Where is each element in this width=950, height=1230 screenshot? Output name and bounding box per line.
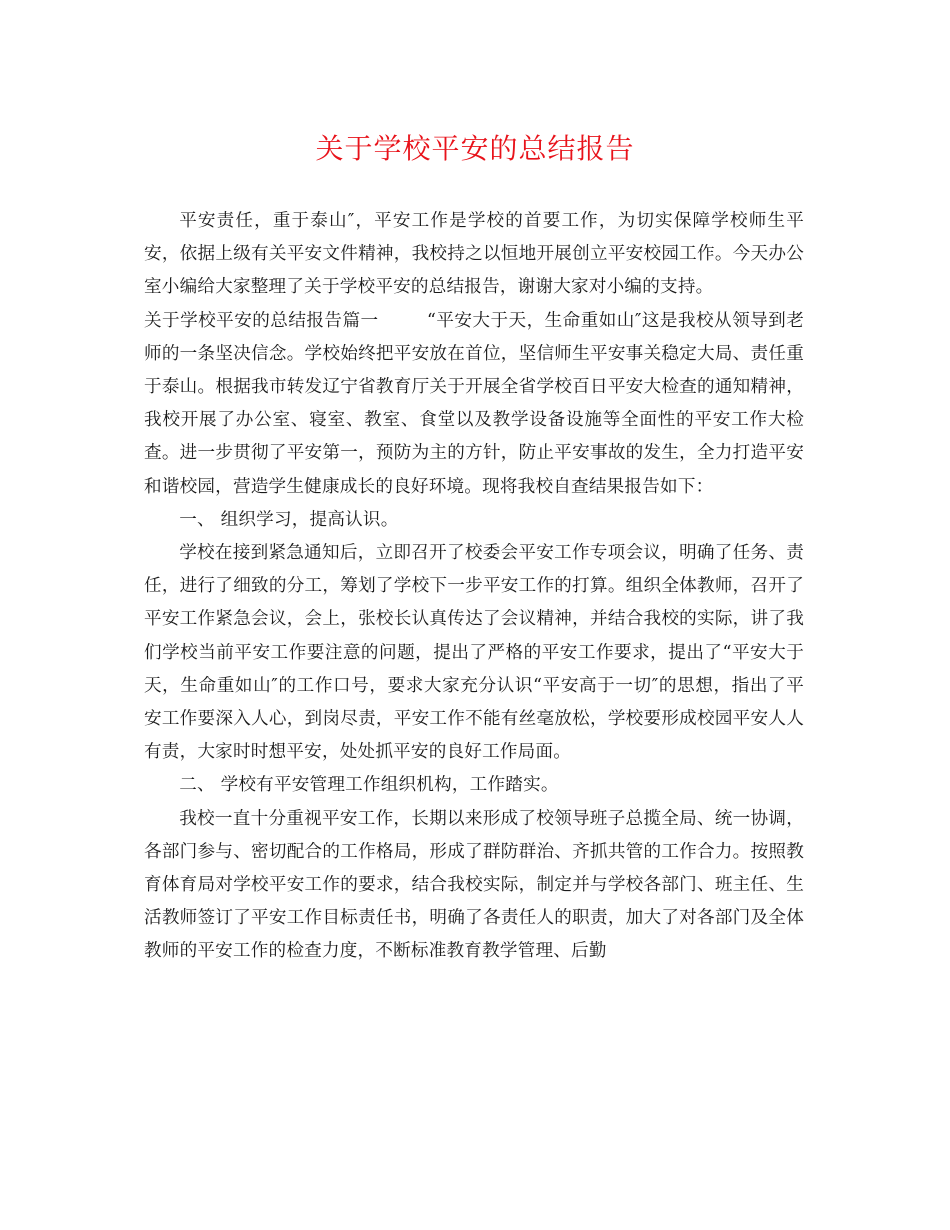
paragraph-point-2: 我校一直十分重视平安工作，长期以来形成了校领导班子总揽全局、统一协调，各部门参与、密切配合的工作格局，形成了群防群治、齐抓共管的工作合力。按照教育体育局对学校平安工作的要求，结合我校实际，制定并与学校各部门、班主任、生活教师签订了平安工作目标责任书，明确了各责任人的职责，加大了对各部门及全体教师的平安工作的检查力度，不断标准教育教学管理、后勤 xyxy=(144,808,804,962)
heading-point-1: 一、 组织学习，提高认识。 xyxy=(179,509,399,530)
document-title: 关于学校平安的总结报告 xyxy=(315,132,635,165)
document-body xyxy=(144,205,804,969)
paragraph-section-1-intro: 关于学校平安的总结报告篇一 “平安大于天，生命重如山″这是我校从领导到老师的一条坚决信念。学校始终把平安放在首位，坚信师生平安事关稳定大局、责任重于泰山。根据我市转发辽宁省教育厅关于开展全省学校百日平安大检查的通知精神，我校开展了办公室、寝室、教室、食堂以及教学设备设施等全面性的平安工作大检查。进一步贯彻了平安第一，预防为主的方针，防止平安事故的发生，全力打造平安和谐校园，营造学生健康成长的良好环境。现将我校自查结果报告如下： xyxy=(144,310,804,497)
paragraph-intro: 平安责任，重于泰山″，平安工作是学校的首要工作，为切实保障学校师生平安，依据上级有关平安文件精神，我校持之以恒地开展创立平安校园工作。今天办公室小编给大家整理了关于学校平安的总结报告，谢谢大家对小编的支持。 xyxy=(144,211,804,298)
paragraph-point-1: 学校在接到紧急通知后，立即召开了校委会平安工作专项会议，明确了任务、责任，进行了细致的分工，筹划了学校下一步平安工作的打算。组织全体教师，召开了平安工作紧急会议，会上，张校长认真传达了会议精神，并结合我校的实际，讲了我们学校当前平安工作要注意的问题，提出了严格的平安工作要求，提出了“平安大于天，生命重如山″的工作口号，要求大家充分认识“平安高于一切″的思想，指出了平安工作要深入人心，到岗尽责，平安工作不能有丝毫放松，学校要形成校园平安人人有责，大家时时想平安，处处抓平安的良好工作局面。 xyxy=(144,543,804,763)
heading-point-2: 二、 学校有平安管理工作组织机构，工作踏实。 xyxy=(179,775,559,796)
